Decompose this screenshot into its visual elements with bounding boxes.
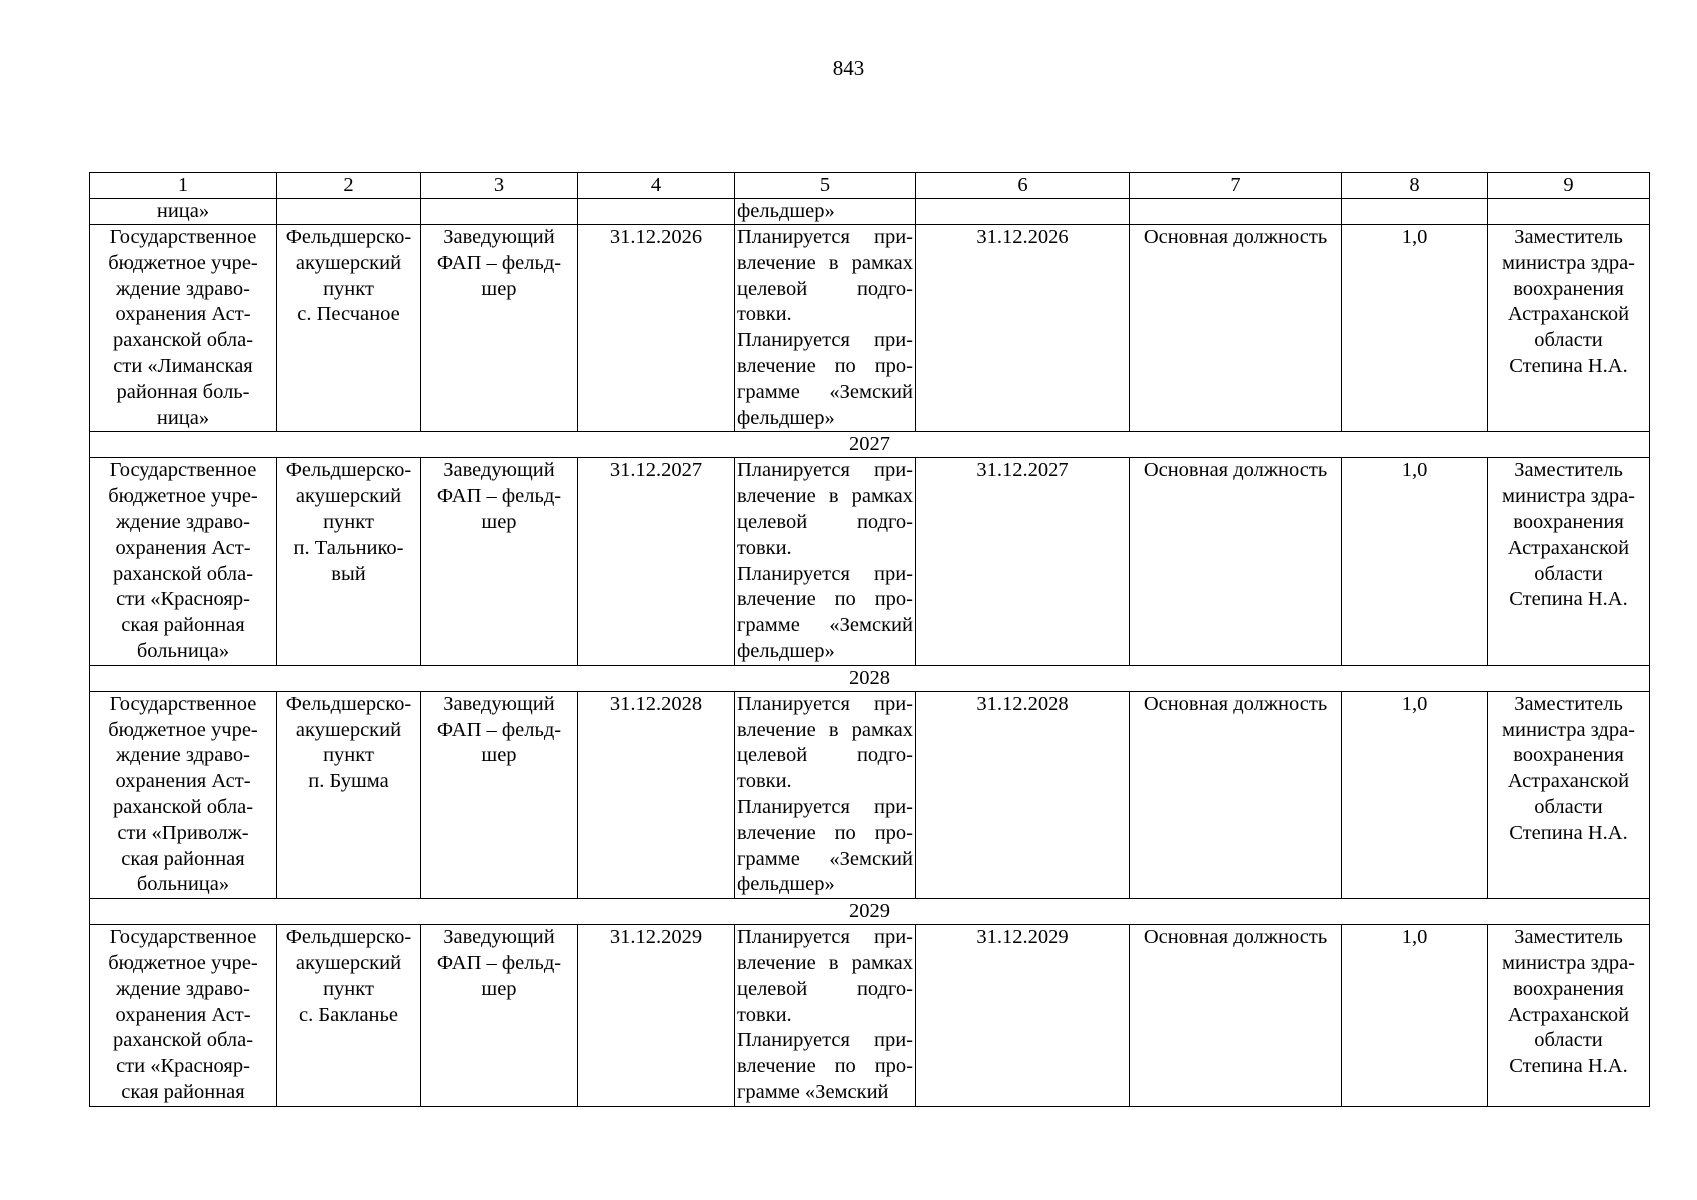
cell-line: Степина Н.А. [1509, 821, 1628, 844]
cell-line: Заведующий [443, 692, 555, 715]
cell-line: ская районная [121, 1080, 245, 1103]
cell-line: фельдшер» [737, 873, 835, 896]
continuation-col3 [421, 199, 578, 225]
cell-line: Степина Н.А. [1509, 354, 1628, 377]
cell-line: ница» [156, 406, 210, 429]
plan-cell [735, 691, 916, 898]
cell-line: грамме «Земский [737, 847, 913, 870]
cell-line: министра здра- [1502, 718, 1635, 741]
rate-cell: 1,0 [1342, 458, 1488, 665]
cell-line: ждение здраво- [116, 744, 250, 767]
cell-line: вый [331, 562, 366, 585]
cell-line: бюджетное учре- [108, 951, 258, 974]
date-cell: 31.12.2029 [916, 925, 1130, 1107]
cell-line: Фельдшерско- [285, 459, 412, 482]
cell-line: влечение по про- [737, 354, 913, 377]
cell-line: воохранения [1513, 277, 1624, 300]
cell-line: фельдшер» [737, 406, 835, 429]
cell-line: Государственное [109, 226, 257, 248]
cell-line: акушерский [295, 485, 402, 508]
organization-cell [90, 458, 277, 665]
cell-line: фельдшер» [737, 639, 835, 662]
date-cell: 31.12.2027 [916, 458, 1130, 665]
cell-line: сти «Лиманская [113, 354, 253, 377]
cell-line: товки. [737, 1003, 792, 1026]
cell-line: ФАП – фельд- [436, 718, 562, 741]
cell-line: шер [481, 277, 517, 300]
cell-line: раханской обла- [112, 562, 254, 585]
cell-line: грамме «Земский [737, 1080, 889, 1103]
unit-cell [277, 458, 421, 665]
unit-cell [277, 691, 421, 898]
cell-line: Степина Н.А. [1509, 1055, 1628, 1078]
continuation-col7 [1130, 199, 1342, 225]
year-row [90, 665, 1650, 691]
cell-line: Планируется при- [737, 1029, 913, 1052]
organization-cell [90, 691, 277, 898]
column-header-5: 5 [735, 173, 916, 199]
continuation-col4 [578, 199, 735, 225]
cell-line: Планируется при- [737, 926, 913, 949]
cell-line: шер [481, 744, 517, 767]
cell-line: районная боль- [116, 380, 250, 403]
cell-line: области [1534, 1029, 1603, 1052]
cell-line: министра здра- [1502, 251, 1635, 274]
unit-cell [277, 225, 421, 432]
cell-line: шер [481, 510, 517, 533]
cell-line: Заведующий [443, 226, 555, 248]
cell-line: Государственное [109, 692, 257, 715]
continuation-col2 [277, 199, 421, 225]
cell-line: воохранения [1513, 977, 1624, 1000]
plan-cell [735, 225, 916, 432]
cell-line: шер [481, 977, 517, 1000]
cell-line: Государственное [109, 459, 257, 482]
continuation-col5 [735, 199, 916, 225]
cell-line: сти «Краснояр- [116, 1055, 250, 1078]
cell-line: Заместитель [1514, 226, 1623, 248]
cell-line: фельдшер» [737, 200, 835, 222]
cell-line: целевой подго- [737, 744, 913, 767]
cell-line: акушерский [295, 718, 402, 741]
cell-line: Астраханской [1507, 303, 1630, 326]
cell-line: ская районная [121, 847, 245, 870]
cell-line: ждение здраво- [116, 510, 250, 533]
position-cell [421, 925, 578, 1107]
responsible-cell [1488, 225, 1650, 432]
organization-cell [90, 225, 277, 432]
cell-line: Заведующий [443, 459, 555, 482]
cell-line: сти «Приволж- [117, 821, 249, 844]
deadline-cell: 31.12.2027 [578, 458, 735, 665]
cell-line: раханской обла- [112, 329, 254, 352]
cell-line: пункт [323, 744, 374, 767]
cell-line: Фельдшерско- [285, 926, 412, 949]
cell-line: влечение по про- [737, 588, 913, 611]
page-number: 843 [832, 56, 865, 80]
rate-cell: 1,0 [1342, 225, 1488, 432]
cell-line: целевой подго- [737, 977, 913, 1000]
cell-line: Планируется при- [737, 459, 913, 482]
unit-cell [277, 925, 421, 1107]
cell-line: сти «Краснояр- [116, 588, 250, 611]
date-cell: 31.12.2026 [916, 225, 1130, 432]
cell-line: Заместитель [1514, 459, 1623, 482]
cell-line: пункт [323, 977, 374, 1000]
column-header-8: 8 [1342, 173, 1488, 199]
cell-line: Государственное [109, 926, 257, 949]
cell-line: охранения Аст- [115, 536, 251, 559]
job-type-cell: Основная должность [1130, 458, 1342, 665]
cell-line: Планируется при- [737, 562, 913, 585]
continuation-col9 [1488, 199, 1650, 225]
year-label: 2029 [90, 899, 1650, 925]
cell-line: пункт [323, 510, 374, 533]
cell-line: Заместитель [1514, 692, 1623, 715]
rate-cell: 1,0 [1342, 925, 1488, 1107]
cell-line: ница» [156, 200, 210, 222]
job-type-cell: Основная должность [1130, 225, 1342, 432]
cell-line: министра здра- [1502, 485, 1635, 508]
table-row [90, 458, 1650, 665]
date-cell: 31.12.2028 [916, 691, 1130, 898]
cell-line: ФАП – фельд- [436, 951, 562, 974]
cell-line: Планируется при- [737, 329, 913, 352]
continuation-row [90, 199, 1650, 225]
cell-line: ФАП – фельд- [436, 485, 562, 508]
cell-line: бюджетное учре- [108, 718, 258, 741]
cell-line: Астраханской [1507, 1003, 1630, 1026]
cell-line: ждение здраво- [116, 277, 250, 300]
continuation-col6 [916, 199, 1130, 225]
responsible-cell [1488, 691, 1650, 898]
cell-line: ФАП – фельд- [436, 251, 562, 274]
cell-line: акушерский [295, 251, 402, 274]
continuation-col8 [1342, 199, 1488, 225]
column-header-6: 6 [916, 173, 1130, 199]
cell-line: ская районная [121, 614, 245, 637]
table-row [90, 691, 1650, 898]
cell-line: Фельдшерско- [285, 692, 412, 715]
cell-line: области [1534, 562, 1603, 585]
cell-line: ждение здраво- [116, 977, 250, 1000]
cell-line: Заведующий [443, 926, 555, 949]
organization-cell [90, 925, 277, 1107]
deadline-cell: 31.12.2026 [578, 225, 735, 432]
position-cell [421, 225, 578, 432]
deadline-cell: 31.12.2028 [578, 691, 735, 898]
cell-line: бюджетное учре- [108, 251, 258, 274]
year-label: 2028 [90, 665, 1650, 691]
responsible-cell [1488, 925, 1650, 1107]
cell-line: товки. [737, 770, 792, 793]
cell-line: п. Тальнико- [293, 536, 404, 559]
cell-line: целевой подго- [737, 510, 913, 533]
cell-line: с. Бакланье [299, 1003, 398, 1026]
cell-line: Планируется при- [737, 795, 913, 818]
cell-line: акушерский [295, 951, 402, 974]
cell-line: Астраханской [1507, 770, 1630, 793]
cell-line: больница» [136, 639, 230, 662]
cell-line: пункт [323, 277, 374, 300]
column-header-2: 2 [277, 173, 421, 199]
cell-line: Астраханской [1507, 536, 1630, 559]
cell-line: грамме «Земский [737, 380, 913, 403]
column-header-4: 4 [578, 173, 735, 199]
cell-line: раханской обла- [112, 1029, 254, 1052]
column-header-7: 7 [1130, 173, 1342, 199]
cell-line: целевой подго- [737, 277, 913, 300]
cell-line: воохранения [1513, 744, 1624, 767]
cell-line: товки. [737, 536, 792, 559]
cell-line: раханской обла- [112, 795, 254, 818]
column-number-row [90, 173, 1650, 199]
table-row [90, 225, 1650, 432]
cell-line: Заместитель [1514, 926, 1623, 949]
table-body [90, 173, 1650, 1107]
cell-line: влечение по про- [737, 821, 913, 844]
cell-line: влечение по про- [737, 1055, 913, 1078]
cell-line: охранения Аст- [115, 303, 251, 326]
cell-line: влечение в рамках [737, 718, 913, 741]
deadline-cell: 31.12.2029 [578, 925, 735, 1107]
rate-cell: 1,0 [1342, 691, 1488, 898]
cell-line: грамме «Земский [737, 614, 913, 637]
cell-line: Планируется при- [737, 226, 913, 248]
cell-line: товки. [737, 303, 792, 326]
column-header-3: 3 [421, 173, 578, 199]
column-header-1: 1 [90, 173, 277, 199]
year-row [90, 432, 1650, 458]
position-cell [421, 458, 578, 665]
cell-line: влечение в рамках [737, 251, 913, 274]
job-type-cell: Основная должность [1130, 691, 1342, 898]
cell-line: влечение в рамках [737, 951, 913, 974]
plan-cell [735, 458, 916, 665]
cell-line: с. Песчаное [297, 303, 400, 326]
cell-line: Фельдшерско- [285, 226, 412, 248]
year-row [90, 899, 1650, 925]
cell-line: министра здра- [1502, 951, 1635, 974]
job-type-cell: Основная должность [1130, 925, 1342, 1107]
cell-line: Планируется при- [737, 692, 913, 715]
staffing-table [89, 172, 1650, 1107]
cell-line: области [1534, 329, 1603, 352]
cell-line: воохранения [1513, 510, 1624, 533]
cell-line: Степина Н.А. [1509, 588, 1628, 611]
plan-cell [735, 925, 916, 1107]
cell-line: п. Бушма [308, 770, 389, 793]
continuation-col1 [90, 199, 277, 225]
cell-line: охранения Аст- [115, 770, 251, 793]
cell-line: области [1534, 795, 1603, 818]
responsible-cell [1488, 458, 1650, 665]
cell-line: больница» [136, 873, 230, 896]
cell-line: влечение в рамках [737, 485, 913, 508]
cell-line: бюджетное учре- [108, 485, 258, 508]
table-row [90, 925, 1650, 1107]
year-label: 2027 [90, 432, 1650, 458]
column-header-9: 9 [1488, 173, 1650, 199]
position-cell [421, 691, 578, 898]
cell-line: охранения Аст- [115, 1003, 251, 1026]
